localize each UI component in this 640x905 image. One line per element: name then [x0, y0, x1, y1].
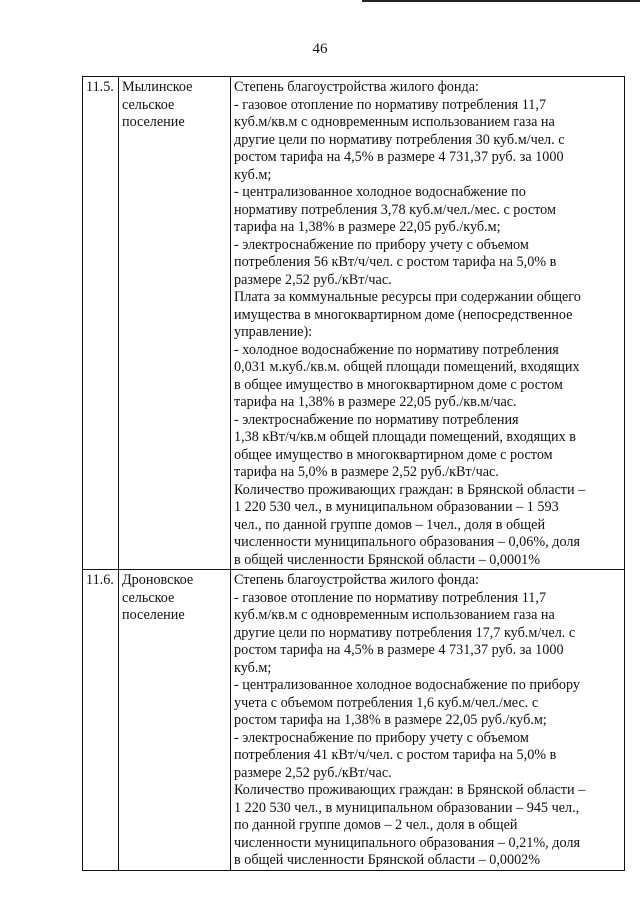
description-line: куб.м/кв.м с одновременным использованием газа на	[234, 114, 555, 130]
description-line: имущества в многоквартирном доме (непосредственное	[234, 306, 573, 323]
scan-edge-line	[362, 0, 640, 2]
description-line: управление):	[234, 324, 313, 340]
description-line: ростом тарифа на 1,38% в размере 22,05 руб./куб.м;	[234, 712, 547, 728]
description-line: куб.м/кв.м с одновременным использованием газа на	[234, 607, 555, 623]
description-line: - электроснабжение по прибору учету с объемом	[234, 236, 529, 253]
description-cell	[231, 570, 625, 871]
description-line: Количество проживающих граждан: в Брянской области –	[234, 481, 586, 498]
description-line: размере 2,52 руб./кВт/час.	[234, 271, 392, 288]
tariff-table	[82, 76, 625, 871]
settlement-name	[119, 77, 231, 570]
page-number: 46	[312, 41, 328, 57]
description-line: численности муниципального образования – 0,21%, доля	[234, 834, 580, 851]
description-line: в общей численности Брянской области – 0,0002%	[234, 852, 541, 868]
description-line: - газовое отопление по нормативу потребления 11,7	[234, 589, 547, 606]
settlement-name-line: Мылинское	[122, 79, 193, 95]
description-line: - централизованное холодное водоснабжение по прибору	[234, 677, 580, 693]
description-line: другие цели по нормативу потребления 30 куб.м/чел. с	[234, 131, 565, 148]
row-number: 11.6.	[83, 570, 119, 871]
description-line: - централизованное холодное водоснабжение по	[234, 184, 526, 200]
settlement-name-line: сельское	[122, 96, 175, 113]
description-line: куб.м;	[234, 659, 272, 676]
description-line: тарифа на 5,0% в размере 2,52 руб./кВт/час.	[234, 464, 499, 480]
row-number: 11.5.	[83, 77, 119, 570]
description-line: потребления 56 кВт/ч/чел. с ростом тарифа на 5,0% в	[234, 254, 557, 270]
description-line: куб.м;	[234, 166, 272, 183]
description-line: - электроснабжение по нормативу потребления	[234, 411, 519, 428]
description-line: учета с объемом потребления 1,6 куб.м/чел./мес. с	[234, 694, 539, 711]
description-line: - газовое отопление по нормативу потребления 11,7	[234, 96, 547, 113]
description-line: 1 220 530 чел., в муниципальном образовании – 945 чел.,	[234, 799, 580, 816]
description-line: ростом тарифа на 4,5% в размере 4 731,37 руб. за 1000	[234, 149, 564, 165]
description-line: другие цели по нормативу потребления 17,7 куб.м/чел. с	[234, 624, 576, 641]
description-line: 0,031 м.куб./кв.м. общей площади помещений, входящих	[234, 359, 580, 375]
description-line: 1,38 кВт/ч/кв.м общей площади помещений, входящих в	[234, 429, 576, 445]
description-line: 1 220 530 чел., в муниципальном образовании – 1 593	[234, 499, 559, 515]
settlement-name-line: сельское	[122, 589, 175, 606]
description-line: - холодное водоснабжение по нормативу потребления	[234, 341, 559, 358]
description-line: в общей численности Брянской области – 0,0001%	[234, 551, 541, 568]
table-row	[83, 570, 625, 871]
description-line: нормативу потребления 3,78 куб.м/чел./мес. с ростом	[234, 201, 556, 218]
description-line: Степень благоустройства жилого фонда:	[234, 572, 479, 588]
description-line: в общее имущество в многоквартирном доме с ростом	[234, 376, 563, 393]
description-line: общее имущество в многоквартирном доме с ростом	[234, 446, 553, 463]
description-cell	[231, 77, 625, 570]
description-line: чел., по данной группе домов – 1чел., доля в общей	[234, 516, 546, 533]
description-line: ростом тарифа на 4,5% в размере 4 731,37 руб. за 1000	[234, 642, 564, 658]
description-line: - электроснабжение по прибору учету с объемом	[234, 729, 529, 746]
description-line: тарифа на 1,38% в размере 22,05 руб./куб.м;	[234, 219, 501, 235]
description-line: численности муниципального образования – 0,06%, доля	[234, 534, 580, 550]
description-line: размере 2,52 руб./кВт/час.	[234, 764, 392, 781]
description-line: Плата за коммунальные ресурсы при содержании общего	[234, 289, 581, 305]
settlement-name	[119, 570, 231, 871]
description-line: по данной группе домов – 2 чел., доля в общей	[234, 817, 518, 833]
settlement-name-line: поселение	[122, 607, 185, 623]
description-line: потребления 41 кВт/ч/чел. с ростом тарифа на 5,0% в	[234, 747, 557, 763]
table-row	[83, 77, 625, 570]
description-line: Количество проживающих граждан: в Брянской области –	[234, 782, 586, 798]
settlement-name-line: Дроновское	[122, 572, 194, 588]
description-line: Степень благоустройства жилого фонда:	[234, 79, 479, 95]
settlement-name-line: поселение	[122, 114, 185, 130]
description-line: тарифа на 1,38% в размере 22,05 руб./кв.м/час.	[234, 394, 517, 410]
